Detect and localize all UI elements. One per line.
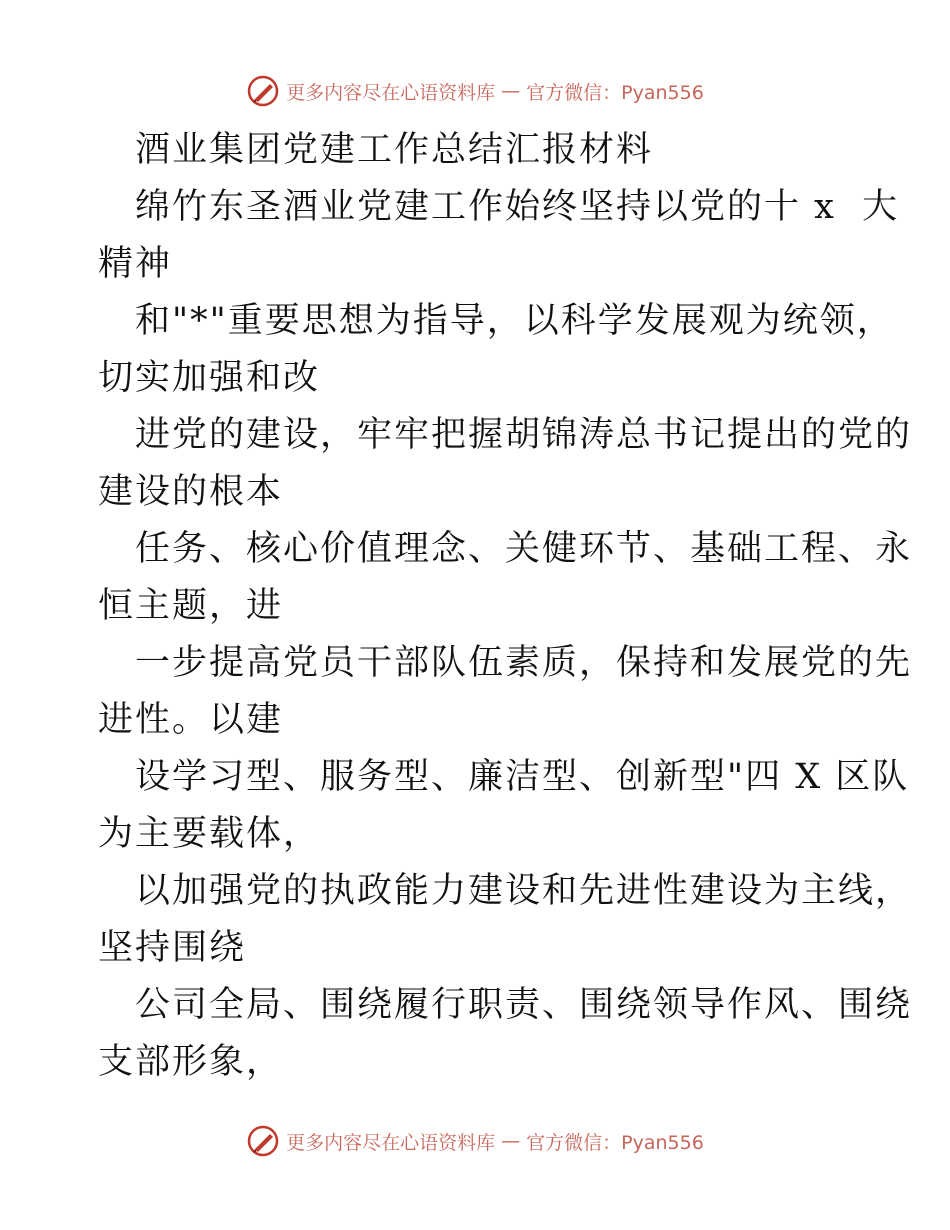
text-line: 进党的建设，牢牢把握胡锦涛总书记提出的党的	[135, 415, 913, 455]
text-line: 和"*"重要思想为指导，以科学发展观为统领，	[135, 301, 894, 341]
watermark-footer	[0, 1124, 950, 1158]
watermark-contact-text: 官方微信：Pyan556	[526, 1131, 704, 1154]
text-line: 为主要载体，	[98, 814, 321, 854]
text-line: 设学习型、服务型、廉洁型、创新型"四 X 区队	[135, 757, 910, 797]
text-line: 公司全局、围绕履行职责、围绕领导作风、围绕	[135, 985, 913, 1025]
text-line: 建设的根本	[98, 472, 284, 512]
text-line: 坚持围绕	[98, 928, 247, 968]
watermark-site-text: 更多内容尽在心语资料库	[286, 1131, 496, 1154]
watermark-separator: —	[501, 1130, 521, 1152]
watermark-site-text: 更多内容尽在心语资料库	[286, 81, 496, 104]
text-line: 恒主题，进	[98, 586, 284, 626]
text-line: 精神	[98, 244, 173, 284]
text-line: 以加强党的执政能力建设和先进性建设为主线，	[135, 871, 913, 911]
text-line: 绵竹东圣酒业党建工作始终坚持以党的十 x 大	[135, 187, 900, 227]
document-body	[98, 122, 913, 1091]
text-line: 任务、核心价值理念、关健环节、基础工程、永	[135, 529, 913, 569]
text-line: 切实加强和改	[98, 358, 321, 398]
pen-logo-icon	[246, 1124, 280, 1158]
text-line: 进性。以建	[98, 700, 284, 740]
text-line: 一步提高党员干部队伍素质，保持和发展党的先	[135, 643, 913, 683]
watermark-contact-text: 官方微信：Pyan556	[526, 81, 704, 104]
pen-logo-icon	[246, 74, 280, 108]
document-title: 酒业集团党建工作总结汇报材料	[135, 130, 654, 170]
text-line: 支部形象，	[98, 1042, 284, 1082]
watermark-separator: —	[501, 80, 521, 102]
watermark-header	[0, 74, 950, 108]
